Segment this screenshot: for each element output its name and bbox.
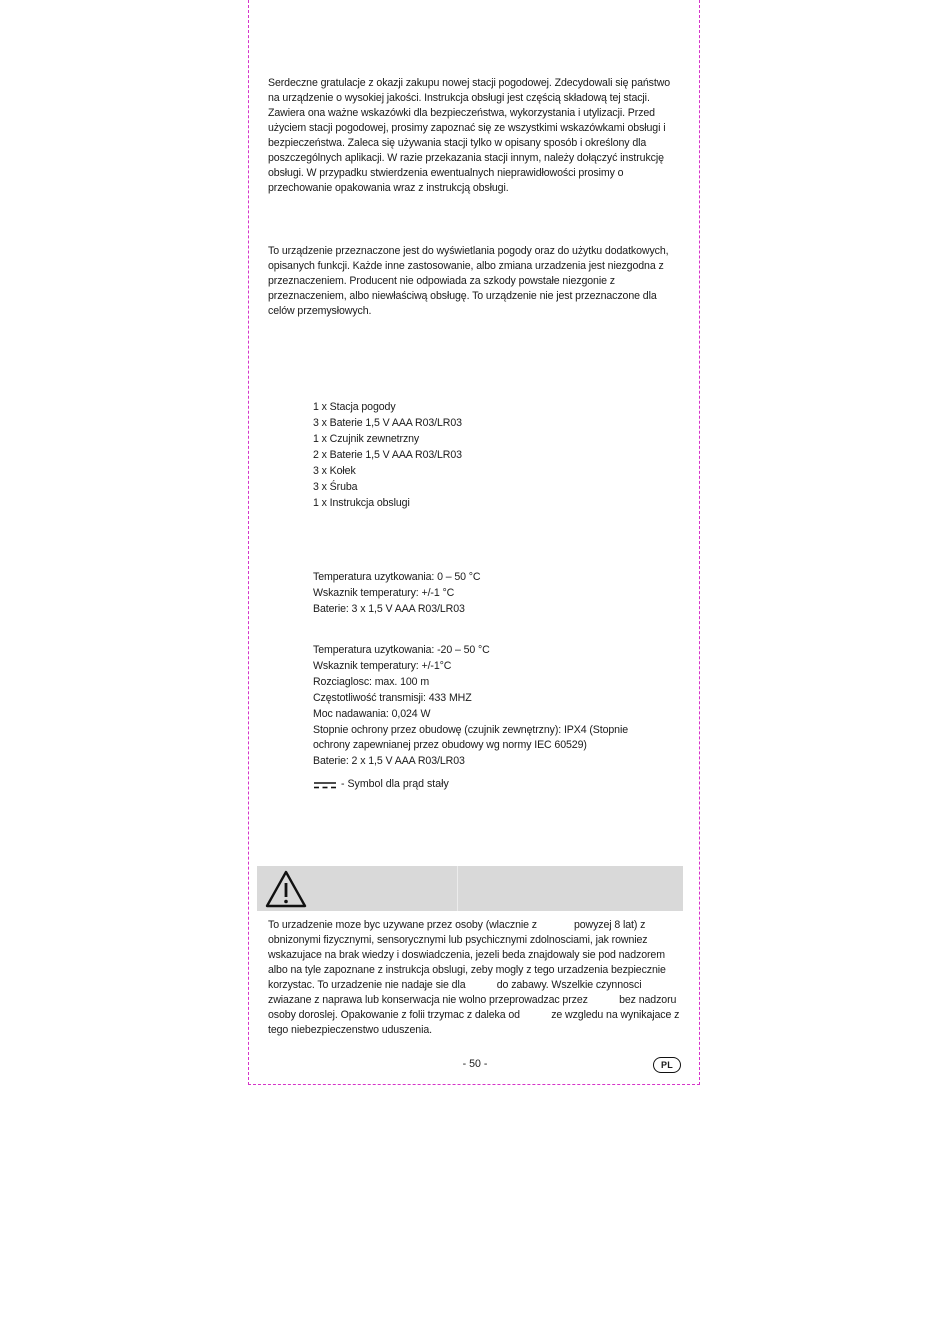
list-item: 1 x Czujnik zewnetrzny — [313, 433, 420, 445]
list-item: 3 x Śruba — [313, 481, 358, 493]
spec-line: Baterie: 2 x 1,5 V AAA R03/LR03 — [313, 755, 465, 767]
list-item: 3 x Kołek — [313, 465, 356, 477]
package-contents-list — [313, 400, 673, 512]
intended-use-paragraph: To urządzenie przeznaczone jest do wyświetlania pogody oraz do użytku dodatkowych, opisanych funkcji. Każde inne zastosowanie, albo zmiana urzadzenia jest niezgodna z przeznaczeniem. Producent nie odpowiada za szkody powstałe niezgonie z przeznaczeniem, albo niewłaściwą obsługę. To urządzenie nie jest przeznaczone dla celów przemysłowych. — [268, 245, 669, 317]
list-item: 2 x Baterie 1,5 V AAA R03/LR03 — [313, 449, 462, 461]
spec-line: Baterie: 3 x 1,5 V AAA R03/LR03 — [313, 603, 465, 615]
page-number: - 50 - — [462, 1058, 488, 1070]
dc-symbol-label: - Symbol dla prąd stały — [341, 778, 449, 790]
dc-symbol-row — [313, 777, 449, 792]
intro-paragraph: Serdeczne gratulacje z okazji zakupu nowej stacji pogodowej. Zdecydowali się państwo na urządzenie o wysokiej jakości. Instrukcja obsługi jest częścią składową tej stacji. Zawiera ona ważne wskazówki dla bezpieczeństwa, wykorzystania i utylizacji. Przed użyciem stacji pogodowej, prosimy zapoznać się ze wszystkimi wskazówkami obsługi i bezpieczeństwa. Zaleca się używania stacji tylko w opisany sposób i określony dla poszczególnych aplikacji. W razie przekazania stacji innym, należy dołączyć instrukcję obsługi. W przypadku stwierdzenia ewentualnych nieprawidłowości prosimy o przechowanie opakowania wraz z instrukcją obsługi. — [268, 77, 671, 194]
direct-current-icon — [313, 780, 337, 790]
warning-paragraph: To urzadzenie moze byc uzywane przez osoby (wlacznie z powyzej 8 lat) z obnizonymi fizycznymi, sensorycznymi lub psychicznymi zdolnosciami, jak rowniez wskazujace na brak wiedzy i doswiadczenia, jezeli beda znajdowaly sie pod nadzorem albo na tyle zapoznane z instrukcja obslugi, zeby mogly z tego urzadzenia bezpiecznie korzystac. To urzadzenie nie nadaje sie dla do zabawy. Wszelkie czynnosci zwiazane z naprawa lub konserwacja nie wolno przeprowadzac przez bez nadzoru osoby doroslej. Opakowanie z folii trzymac z daleka od ze wzgledu na wynikajace z tego niebezpieczenstwo uduszenia. — [268, 919, 683, 1036]
sensor-specs — [313, 643, 673, 770]
warning-triangle-icon — [265, 870, 307, 908]
station-specs — [313, 570, 673, 618]
spec-line: Temperatura uzytkowania: -20 – 50 °C — [313, 644, 490, 656]
warning-header-bar — [257, 866, 683, 911]
spec-line: Stopnie ochrony przez obudowę (czujnik zewnętrzny): IPX4 (Stopnie ochrony zapewnianej przez obudowy wg normy IEC 60529) — [313, 724, 629, 751]
spec-line: Wskaznik temperatury: +/-1°C — [313, 660, 452, 672]
language-badge: PL — [653, 1057, 681, 1073]
list-item: 1 x Instrukcja obslugi — [313, 497, 410, 509]
spec-line: Wskaznik temperatury: +/-1 °C — [313, 587, 455, 599]
spec-line: Częstotliwość transmisji: 433 MHZ — [313, 692, 472, 704]
spec-line: Temperatura uzytkowania: 0 – 50 °C — [313, 571, 481, 583]
list-item: 1 x Stacja pogody — [313, 401, 396, 413]
spec-line: Moc nadawania: 0,024 W — [313, 708, 431, 720]
list-item: 3 x Baterie 1,5 V AAA R03/LR03 — [313, 417, 462, 429]
spec-line: Rozciaglosc: max. 100 m — [313, 676, 430, 688]
